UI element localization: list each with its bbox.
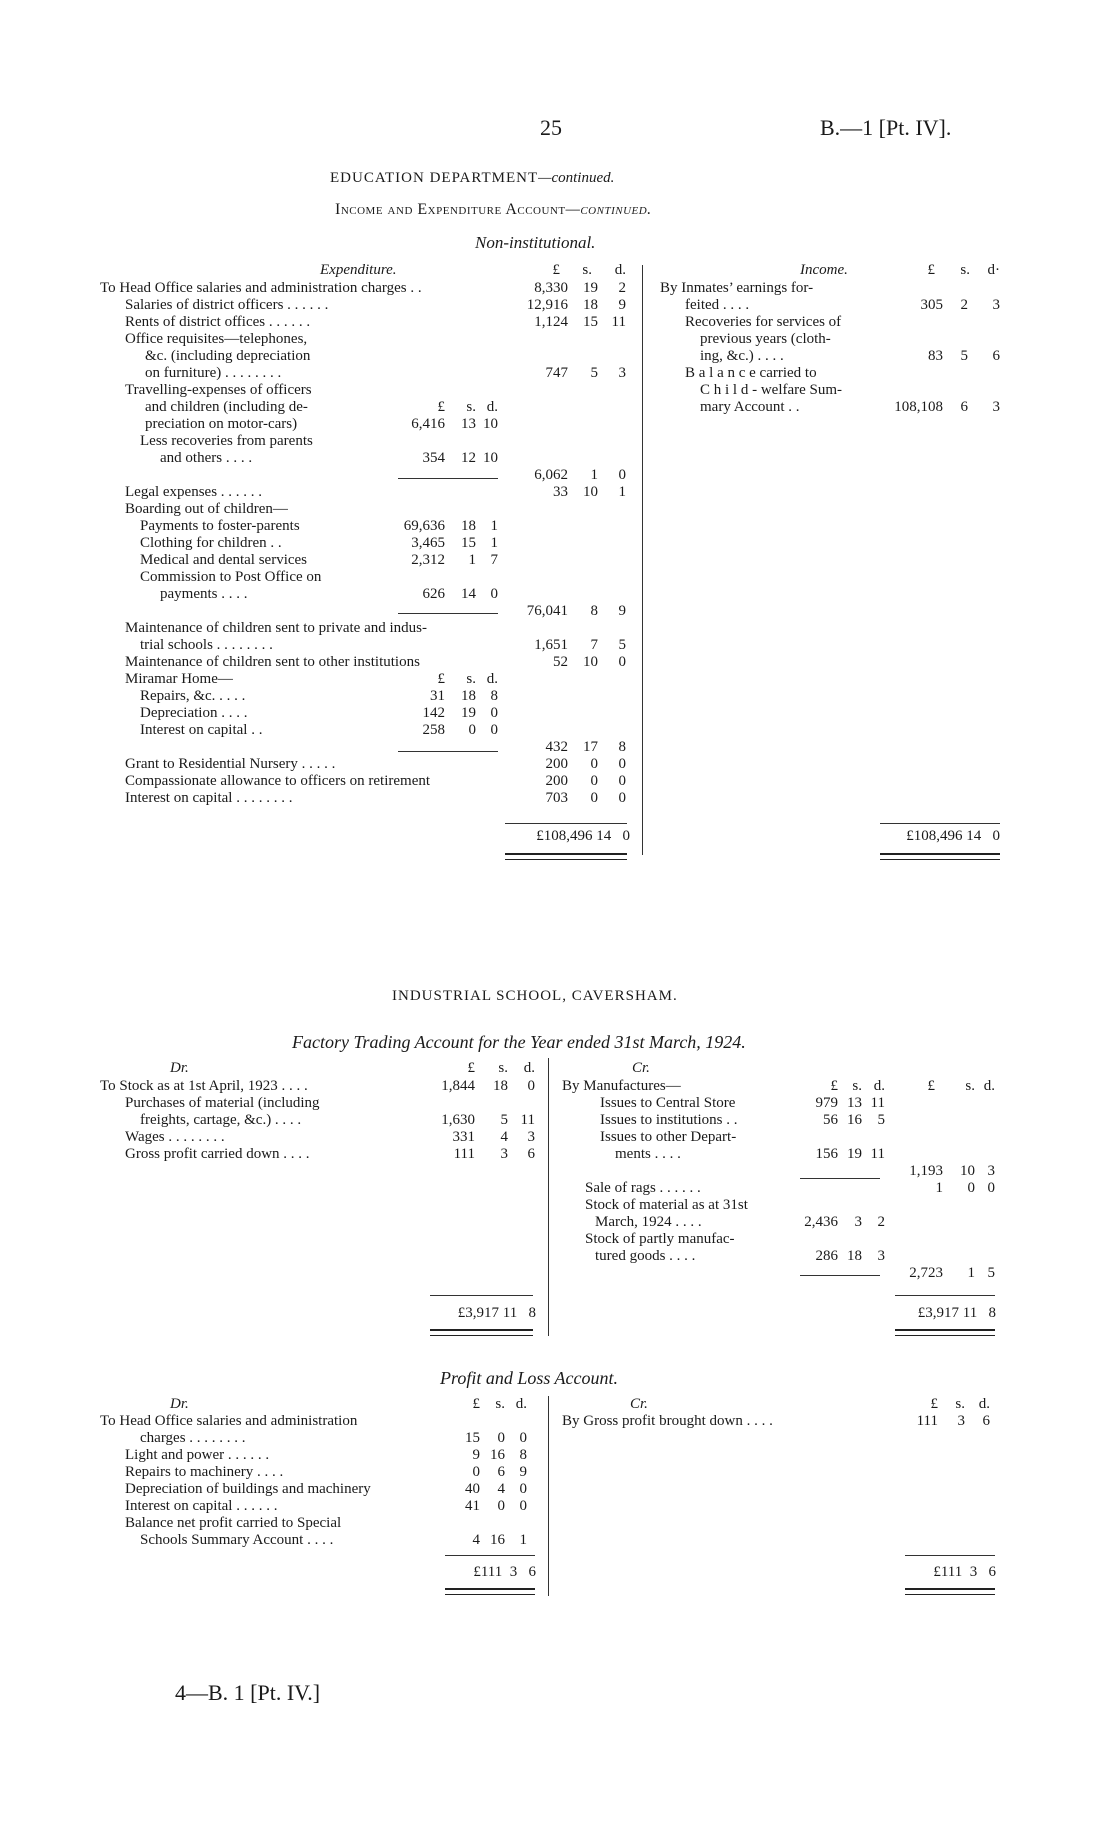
- credit-line: March, 1924 . . . .: [595, 1214, 702, 1230]
- income-line: ing, &c.) . . . .: [700, 348, 784, 364]
- total-shillings: 3: [509, 1564, 518, 1580]
- pl-debit-amount-pence: 0: [519, 1430, 527, 1446]
- pl-debit-amount-shillings: 16: [490, 1532, 505, 1548]
- expenditure-line: Office requisites—telephones,: [125, 331, 308, 347]
- expenditure-total: [500, 828, 630, 845]
- amount-pounds: 1,124: [534, 314, 568, 330]
- amount-shillings: 17: [583, 739, 598, 755]
- income-line: C h i l d - welfare Sum-: [700, 382, 843, 398]
- expenditure-line: Salaries of district officers . . . . . .: [125, 297, 329, 313]
- inner-amount-pence: 10: [483, 416, 498, 432]
- subtotal-rule: [398, 751, 498, 752]
- inner-amount-shillings: 15: [461, 535, 476, 551]
- lsd-heading-shillings: s.: [582, 262, 592, 278]
- income-amount-shillings: 2: [960, 297, 968, 313]
- debit-amount-pence: 0: [527, 1078, 535, 1094]
- debit-amount-pounds: 111: [453, 1146, 475, 1162]
- debit-amount-pounds: 1,630: [441, 1112, 475, 1128]
- debit-amount-shillings: 3: [500, 1146, 508, 1162]
- inner-amount-pence: 7: [490, 552, 498, 568]
- debit-amount-shillings: 18: [493, 1078, 508, 1094]
- expenditure-heading: Expenditure.: [320, 262, 397, 278]
- amount-shillings: 10: [583, 654, 598, 670]
- total-rule: [445, 1555, 535, 1556]
- pl-debit-amount-pence: 8: [519, 1447, 527, 1463]
- inner-amount-pounds: 2,312: [411, 552, 445, 568]
- double-rule: [505, 853, 627, 860]
- pl-debit-amount-pence: 1: [519, 1532, 527, 1548]
- income-amount-pounds: 108,108: [894, 399, 943, 415]
- lsd-heading-pence: d.: [523, 1060, 535, 1076]
- income-line: previous years (cloth-: [700, 331, 831, 347]
- profit-loss-title: Profit and Loss Account.: [440, 1368, 619, 1388]
- credit-line: Issues to other Depart-: [600, 1129, 737, 1145]
- expenditure-line: Less recoveries from parents: [140, 433, 313, 449]
- expenditure-line: on furniture) . . . . . . . .: [145, 365, 282, 381]
- double-rule: [430, 1329, 533, 1336]
- inner-amount-pence: 10: [483, 450, 498, 466]
- debit-amount-pence: 11: [520, 1112, 535, 1128]
- income-line: Recoveries for services of: [685, 314, 842, 330]
- column-divider: [548, 1058, 549, 1336]
- expenditure-line: Clothing for children . .: [140, 535, 282, 551]
- lsd-heading-pounds: £: [930, 1396, 938, 1412]
- amount-shillings: 10: [583, 484, 598, 500]
- income-line: B a l a n c e carried to: [685, 365, 817, 381]
- expenditure-line: To Head Office salaries and administration charges . .: [100, 280, 422, 296]
- inner-amount-pence: 0: [490, 722, 498, 738]
- pl-debit-line: Light and power . . . . . .: [125, 1447, 270, 1463]
- amount-pence: 11: [611, 314, 626, 330]
- credit-line: tured goods . . . .: [595, 1248, 696, 1264]
- debit-amount-shillings: 4: [500, 1129, 508, 1145]
- lsd-heading-pence: d.: [978, 1396, 990, 1412]
- inner-amount-pounds: 6,416: [411, 416, 445, 432]
- debit-amount-pounds: 1,844: [441, 1078, 475, 1094]
- inner-amount-pounds: £: [437, 399, 445, 415]
- double-rule: [880, 853, 1000, 860]
- expenditure-line: Interest on capital . .: [140, 722, 263, 738]
- amount-shillings: 0: [590, 773, 598, 789]
- pl-debit-line: Interest on capital . . . . . .: [125, 1498, 278, 1514]
- amount-pence: 2: [618, 280, 626, 296]
- pl-debit-line: charges . . . . . . . .: [140, 1430, 246, 1446]
- title-continued: —continued.: [538, 170, 615, 186]
- inner-amount-pence: d.: [486, 399, 498, 415]
- credit-inner-amount-pounds: 156: [815, 1146, 838, 1162]
- subtotal-rule: [800, 1275, 880, 1276]
- inner-amount-shillings: 18: [461, 518, 476, 534]
- amount-pounds: 200: [545, 773, 568, 789]
- income-amount-pence: 3: [992, 399, 1000, 415]
- amount-pence: 0: [618, 467, 626, 483]
- amount-pence: 8: [618, 739, 626, 755]
- debit-amount-shillings: 5: [500, 1112, 508, 1128]
- pl-debit-amount-pounds: 15: [465, 1430, 480, 1446]
- total-pounds: £111: [933, 1564, 963, 1580]
- inner-amount-pounds: 626: [422, 586, 445, 602]
- total-shillings: 11: [502, 1305, 518, 1321]
- expenditure-line: Commission to Post Office on: [140, 569, 322, 585]
- inner-amount-pence: 1: [490, 518, 498, 534]
- inner-amount-pounds: 258: [422, 722, 445, 738]
- amount-pence: 5: [618, 637, 626, 653]
- expenditure-line: Travelling-expenses of officers: [125, 382, 312, 398]
- total-pence: 8: [528, 1305, 536, 1321]
- pl-debit-amount-pence: 0: [519, 1481, 527, 1497]
- income-amount-pounds: 305: [920, 297, 943, 313]
- pl-debit-line: Repairs to machinery . . . .: [125, 1464, 284, 1480]
- total-rule: [430, 1295, 533, 1296]
- amount-pounds: 52: [553, 654, 568, 670]
- expenditure-line: Miramar Home—: [125, 671, 233, 687]
- credit-inner-amount-pounds: 2,436: [804, 1214, 838, 1230]
- expenditure-line: Maintenance of children sent to other institutions: [125, 654, 420, 670]
- total-pounds: £108,496: [906, 828, 963, 844]
- pl-debit-amount-shillings: 4: [497, 1481, 505, 1497]
- credit-amount-shillings: 0: [967, 1180, 975, 1196]
- debit-label: Dr.: [170, 1060, 189, 1076]
- debit-line: Purchases of material (including: [125, 1095, 320, 1111]
- inner-amount-pence: d.: [486, 671, 498, 687]
- debit-line: freights, cartage, &c.) . . . .: [140, 1112, 302, 1128]
- expenditure-line: and others . . . .: [160, 450, 253, 466]
- inner-amount-shillings: 12: [461, 450, 476, 466]
- debit-amount-pence: 6: [527, 1146, 535, 1162]
- inner-amount-shillings: 0: [468, 722, 476, 738]
- pl-credit-label: Cr.: [630, 1396, 648, 1412]
- amount-pounds: 1,651: [534, 637, 568, 653]
- credit-inner-amount-shillings: 18: [847, 1248, 862, 1264]
- credit-inner-amount-pounds: 286: [815, 1248, 838, 1264]
- inner-lsd-heading-pence: d.: [873, 1078, 885, 1094]
- inner-amount-shillings: 14: [461, 586, 476, 602]
- title-text: EDUCATION DEPARTMENT: [330, 170, 539, 186]
- total-rule: [880, 823, 1000, 824]
- expenditure-line: Maintenance of children sent to private and indus-: [125, 620, 427, 636]
- lsd-heading-pence: d.: [515, 1396, 527, 1412]
- inner-amount-shillings: 13: [461, 416, 476, 432]
- pl-credit-amount-shillings: 3: [957, 1413, 965, 1429]
- amount-pence: 0: [618, 790, 626, 806]
- inner-amount-shillings: s.: [466, 399, 476, 415]
- pl-debit-amount-shillings: 0: [497, 1498, 505, 1514]
- pl-debit-line: Depreciation of buildings and machinery: [125, 1481, 371, 1497]
- lsd-heading-shillings: s.: [495, 1396, 505, 1412]
- credit-amount-shillings: 1: [967, 1265, 975, 1281]
- expenditure-line: Repairs, &c. . . . .: [140, 688, 246, 704]
- income-total: [870, 828, 1000, 845]
- page-footer: 4—B. 1 [Pt. IV.]: [175, 1680, 321, 1705]
- inner-lsd-heading-shillings: s.: [852, 1078, 862, 1094]
- credit-line: Sale of rags . . . . . .: [585, 1180, 701, 1196]
- total-pounds: £111: [473, 1564, 503, 1580]
- industrial-title: INDUSTRIAL SCHOOL, CAVERSHAM.: [392, 988, 678, 1004]
- total-pence: 0: [622, 828, 630, 844]
- pl-credit-total: [880, 1564, 996, 1581]
- inner-amount-pounds: 3,465: [411, 535, 445, 551]
- expenditure-line: and children (including de-: [145, 399, 308, 415]
- lsd-heading-pounds: £: [927, 262, 935, 278]
- credit-inner-amount-pence: 11: [870, 1146, 885, 1162]
- amount-pence: 1: [618, 484, 626, 500]
- credit-inner-amount-pence: 5: [877, 1112, 885, 1128]
- section-heading: Non-institutional.: [475, 233, 596, 252]
- amount-pounds: 703: [545, 790, 568, 806]
- inner-amount-shillings: 1: [468, 552, 476, 568]
- credit-inner-amount-shillings: 19: [847, 1146, 862, 1162]
- total-rule: [895, 1295, 995, 1296]
- income-line: mary Account . .: [700, 399, 800, 415]
- debit-amount-pence: 3: [527, 1129, 535, 1145]
- credit-inner-amount-shillings: 13: [847, 1095, 862, 1111]
- expenditure-line: preciation on motor-cars): [145, 416, 298, 432]
- expenditure-line: Compassionate allowance to officers on retirement: [125, 773, 431, 789]
- inner-amount-shillings: 18: [461, 688, 476, 704]
- lsd-heading-pence: d.: [614, 262, 626, 278]
- page-number: 25: [540, 115, 562, 140]
- amount-pence: 9: [618, 297, 626, 313]
- expenditure-line: Medical and dental services: [140, 552, 308, 568]
- credit-line: ments . . . .: [615, 1146, 681, 1162]
- inner-amount-pounds: 354: [422, 450, 445, 466]
- credit-inner-amount-shillings: 3: [854, 1214, 862, 1230]
- pl-debit-amount-shillings: 16: [490, 1447, 505, 1463]
- debit-amount-pounds: 331: [452, 1129, 475, 1145]
- total-shillings: 3: [969, 1564, 978, 1580]
- amount-pence: 9: [618, 603, 626, 619]
- credit-amount-pounds: 2,723: [909, 1265, 943, 1281]
- credit-amount-pounds: 1,193: [909, 1163, 943, 1179]
- debit-line: Gross profit carried down . . . .: [125, 1146, 310, 1162]
- inner-amount-pounds: 69,636: [403, 518, 445, 534]
- amount-pounds: 12,916: [526, 297, 568, 313]
- pl-debit-total: [420, 1564, 536, 1581]
- inner-amount-pence: 8: [490, 688, 498, 704]
- double-rule: [445, 1588, 535, 1595]
- subtitle-continued: —continued.: [565, 201, 652, 218]
- pl-debit-amount-pounds: 4: [472, 1532, 480, 1548]
- total-pounds: £108,496: [536, 828, 593, 844]
- section-title: [330, 170, 614, 187]
- amount-shillings: 1: [590, 467, 598, 483]
- credit-line: By Manufactures—: [562, 1078, 681, 1094]
- credit-line: Issues to Central Store: [600, 1095, 736, 1111]
- expenditure-line: payments . . . .: [160, 586, 248, 602]
- amount-shillings: 7: [590, 637, 598, 653]
- credit-inner-amount-pence: 2: [877, 1214, 885, 1230]
- subtitle-text: Income and Expenditure Account: [335, 201, 566, 218]
- pl-debit-amount-pounds: 41: [465, 1498, 480, 1514]
- total-pence: 8: [988, 1305, 996, 1321]
- total-shillings: 11: [962, 1305, 978, 1321]
- total-pounds: £3,917: [457, 1305, 500, 1321]
- credit-amount-pounds: 1: [935, 1180, 943, 1196]
- income-amount-pounds: 83: [928, 348, 943, 364]
- credit-inner-amount-pounds: 56: [823, 1112, 838, 1128]
- expenditure-line: Legal expenses . . . . . .: [125, 484, 263, 500]
- credit-inner-amount-pence: 3: [877, 1248, 885, 1264]
- income-amount-pence: 3: [992, 297, 1000, 313]
- amount-pence: 0: [618, 756, 626, 772]
- factory-credit-total: [870, 1305, 996, 1322]
- income-amount-shillings: 6: [960, 399, 968, 415]
- debit-line: Wages . . . . . . . .: [125, 1129, 225, 1145]
- pl-debit-line: Schools Summary Account . . . .: [140, 1532, 334, 1548]
- income-amount-pence: 6: [992, 348, 1000, 364]
- inner-amount-shillings: s.: [466, 671, 476, 687]
- expenditure-line: Boarding out of children—: [125, 501, 288, 517]
- total-shillings: 14: [966, 828, 982, 844]
- account-subtitle: [335, 201, 652, 219]
- expenditure-line: Payments to foster-parents: [140, 518, 300, 534]
- outer-lsd-heading-shillings: s.: [965, 1078, 975, 1094]
- credit-amount-pence: 3: [987, 1163, 995, 1179]
- double-rule: [895, 1329, 995, 1336]
- amount-shillings: 5: [590, 365, 598, 381]
- income-heading: Income.: [800, 262, 848, 278]
- inner-amount-pounds: 142: [422, 705, 445, 721]
- amount-shillings: 8: [590, 603, 598, 619]
- lsd-heading-shillings: s.: [498, 1060, 508, 1076]
- lsd-heading-shillings: s.: [960, 262, 970, 278]
- pl-credit-amount-pounds: 111: [916, 1413, 938, 1429]
- pl-debit-amount-pounds: 40: [465, 1481, 480, 1497]
- amount-pence: 0: [618, 654, 626, 670]
- credit-inner-amount-pounds: 979: [815, 1095, 838, 1111]
- column-divider: [548, 1396, 549, 1596]
- pl-debit-amount-pounds: 9: [472, 1447, 480, 1463]
- pl-debit-amount-shillings: 6: [497, 1464, 505, 1480]
- credit-amount-pence: 0: [987, 1180, 995, 1196]
- lsd-heading-pounds: £: [552, 262, 560, 278]
- expenditure-line: Interest on capital . . . . . . . .: [125, 790, 293, 806]
- double-rule: [905, 1588, 995, 1595]
- amount-shillings: 0: [590, 790, 598, 806]
- inner-amount-pence: 0: [490, 705, 498, 721]
- debit-line: To Stock as at 1st April, 1923 . . . .: [100, 1078, 308, 1094]
- subtotal-rule: [800, 1178, 880, 1179]
- total-pounds: £3,917: [917, 1305, 960, 1321]
- credit-amount-shillings: 10: [960, 1163, 975, 1179]
- pl-debit-amount-pounds: 0: [472, 1464, 480, 1480]
- credit-amount-pence: 5: [987, 1265, 995, 1281]
- outer-lsd-heading-pence: d.: [983, 1078, 995, 1094]
- total-shillings: 14: [596, 828, 612, 844]
- amount-pounds: 76,041: [526, 603, 568, 619]
- amount-pounds: 6,062: [534, 467, 568, 483]
- subtotal-rule: [398, 613, 498, 614]
- inner-lsd-heading-pounds: £: [830, 1078, 838, 1094]
- inner-amount-pence: 1: [490, 535, 498, 551]
- amount-shillings: 0: [590, 756, 598, 772]
- pl-debit-amount-pence: 9: [519, 1464, 527, 1480]
- credit-line: Stock of partly manufac-: [585, 1231, 735, 1247]
- expenditure-line: &c. (including depreciation: [145, 348, 311, 364]
- amount-pounds: 200: [545, 756, 568, 772]
- lsd-heading-shillings: s.: [955, 1396, 965, 1412]
- inner-amount-pounds: £: [437, 671, 445, 687]
- credit-line: Issues to institutions . .: [600, 1112, 738, 1128]
- pl-debit-amount-pence: 0: [519, 1498, 527, 1514]
- pl-debit-line: To Head Office salaries and administration: [100, 1413, 358, 1429]
- expenditure-line: Rents of district offices . . . . . .: [125, 314, 311, 330]
- amount-pounds: 33: [553, 484, 568, 500]
- outer-lsd-heading-pounds: £: [927, 1078, 935, 1094]
- expenditure-line: Depreciation . . . .: [140, 705, 248, 721]
- credit-line: Stock of material as at 31st: [585, 1197, 748, 1213]
- total-rule: [905, 1555, 995, 1556]
- expenditure-line: Grant to Residential Nursery . . . . .: [125, 756, 336, 772]
- lsd-heading-pounds: £: [472, 1396, 480, 1412]
- expenditure-line: trial schools . . . . . . . .: [140, 637, 273, 653]
- credit-inner-amount-pence: 11: [870, 1095, 885, 1111]
- lsd-heading-pence: d·: [987, 262, 1000, 278]
- inner-amount-pence: 0: [490, 586, 498, 602]
- amount-shillings: 18: [583, 297, 598, 313]
- pl-credit-line: By Gross profit brought down . . . .: [562, 1413, 773, 1429]
- amount-pence: 0: [618, 773, 626, 789]
- subtotal-rule: [398, 478, 498, 479]
- pl-debit-amount-shillings: 0: [497, 1430, 505, 1446]
- amount-pounds: 747: [545, 365, 568, 381]
- pl-debit-label: Dr.: [170, 1396, 189, 1412]
- credit-label: Cr.: [632, 1060, 650, 1076]
- amount-pounds: 432: [545, 739, 568, 755]
- amount-pence: 3: [618, 365, 626, 381]
- total-pence: 0: [992, 828, 1000, 844]
- total-pence: 6: [988, 1564, 996, 1580]
- income-amount-shillings: 5: [960, 348, 968, 364]
- income-line: feited . . . .: [685, 297, 750, 313]
- inner-amount-pounds: 31: [430, 688, 445, 704]
- inner-amount-shillings: 19: [461, 705, 476, 721]
- total-rule: [505, 823, 627, 824]
- amount-shillings: 15: [583, 314, 598, 330]
- pl-credit-amount-pence: 6: [982, 1413, 990, 1429]
- amount-shillings: 19: [583, 280, 598, 296]
- income-line: By Inmates’ earnings for-: [660, 280, 814, 296]
- factory-account-title: Factory Trading Account for the Year ended 31st March, 1924.: [292, 1032, 746, 1052]
- column-divider: [642, 265, 643, 855]
- amount-pounds: 8,330: [534, 280, 568, 296]
- lsd-heading-pounds: £: [467, 1060, 475, 1076]
- factory-debit-total: [410, 1305, 536, 1322]
- total-pence: 6: [528, 1564, 536, 1580]
- page-reference: B.—1 [Pt. IV].: [820, 115, 952, 140]
- credit-inner-amount-shillings: 16: [847, 1112, 862, 1128]
- pl-debit-line: Balance net profit carried to Special: [125, 1515, 342, 1531]
